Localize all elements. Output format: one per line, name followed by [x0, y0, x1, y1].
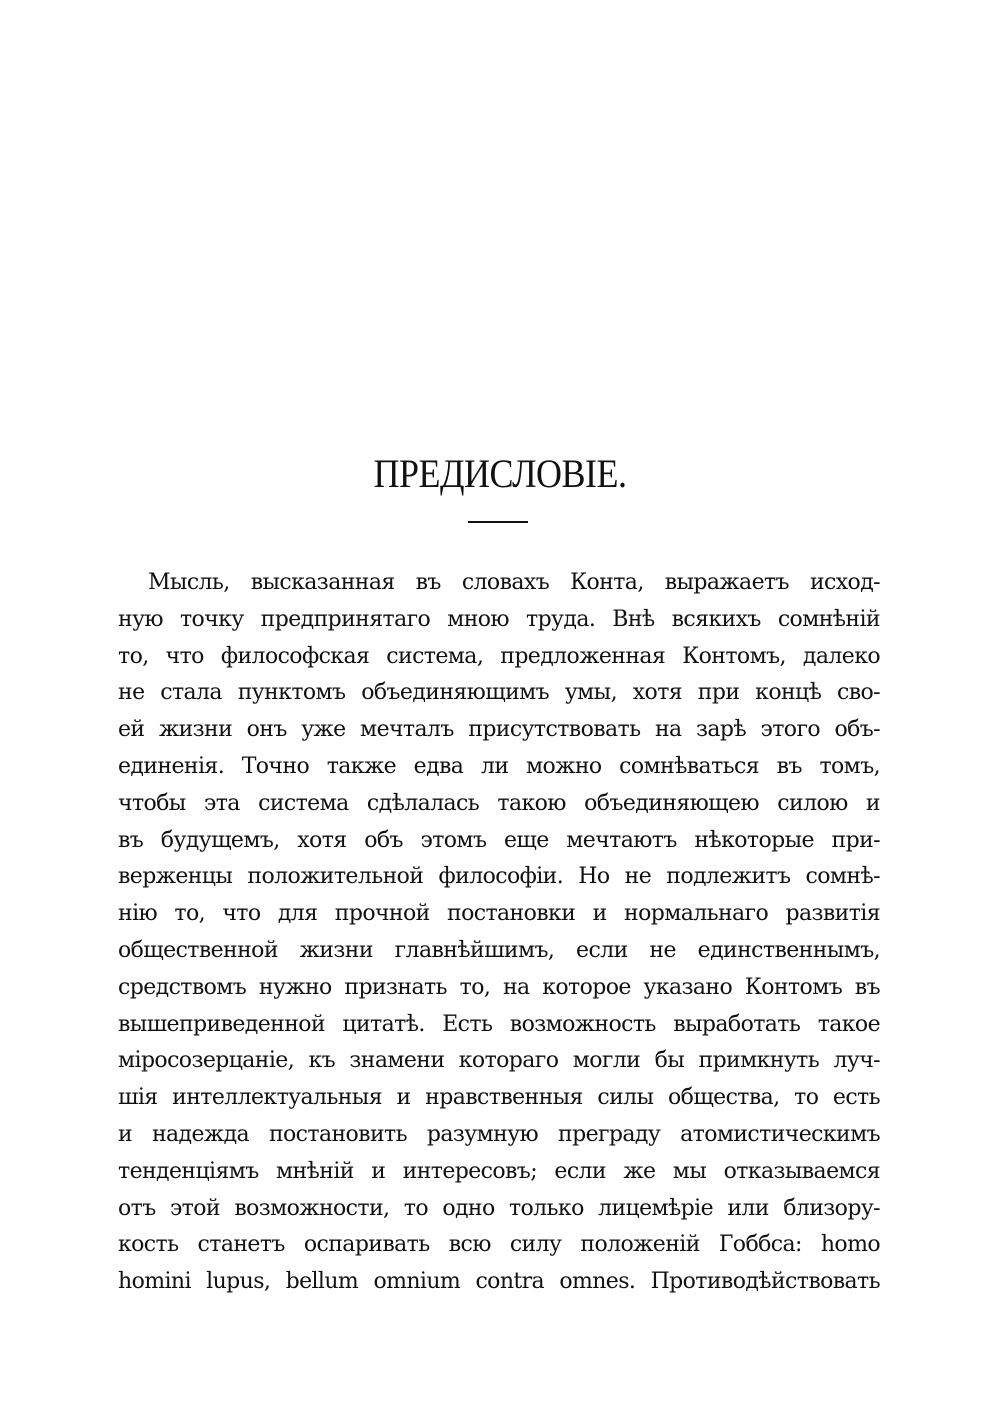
text-line-11: общественной жизни главнѣйшимъ, если не единственнымъ,: [118, 937, 880, 963]
page-title: ПРЕДИСЛОВІЕ.: [373, 451, 627, 496]
text-line-20: homini lupus, bellum omnium contra omnes. Противодѣйствовать: [118, 1269, 880, 1295]
text-line-5: ей жизни онъ уже мечталъ присутствовать на зарѣ этого объ-: [118, 717, 880, 743]
text-line-6: единенія. Точно также едва ли можно сомнѣваться въ томъ,: [118, 753, 880, 779]
text-line-4: не стала пунктомъ объединяющимъ умы, хотя при концѣ сво-: [118, 680, 880, 706]
text-line-3: то, что философская система, предложенная Контомъ, далеко: [118, 643, 880, 669]
text-line-17: тенденціямъ мнѣній и интересовъ; если же мы отказываемся: [118, 1158, 880, 1184]
text-line-14: міросозерцаніе, къ знамени котораго могли бы примкнуть луч-: [118, 1048, 880, 1074]
text-line-19: кость станетъ оспаривать всю силу положеній Гоббса: homo: [118, 1232, 880, 1258]
text-line-12: средствомъ нужно признать то, на которое указано Контомъ въ: [118, 974, 880, 1000]
text-line-18: отъ этой возможности, то одно только лицемѣріе или близору-: [118, 1195, 880, 1221]
text-line-1: Мысль, высказанная въ словахъ Конта, выражаетъ исход-: [148, 570, 880, 595]
text-line-7: чтобы эта система сдѣлалась такою объединяющею силою и: [118, 790, 880, 816]
text-line-8: въ будущемъ, хотя объ этомъ еще мечтаютъ нѣкоторые при-: [118, 827, 880, 853]
text-line-9: верженцы положительной философіи. Но не подлежитъ сомнѣ-: [118, 864, 880, 890]
body-paragraph: [118, 565, 880, 1301]
text-line-2: ную точку предпринятаго мною труда. Внѣ всякихъ сомнѣній: [118, 606, 880, 632]
text-line-13: вышеприведенной цитатѣ. Есть возможность выработать такое: [118, 1011, 880, 1037]
text-line-15: шія интеллектуальныя и нравственныя силы общества, то есть: [118, 1085, 880, 1111]
text-line-16: и надежда постановить разумную преграду атомистическимъ: [118, 1121, 880, 1147]
text-line-10: нію то, что для прочной постановки и нормальнаго развитія: [118, 901, 880, 927]
title-divider: [468, 521, 528, 523]
